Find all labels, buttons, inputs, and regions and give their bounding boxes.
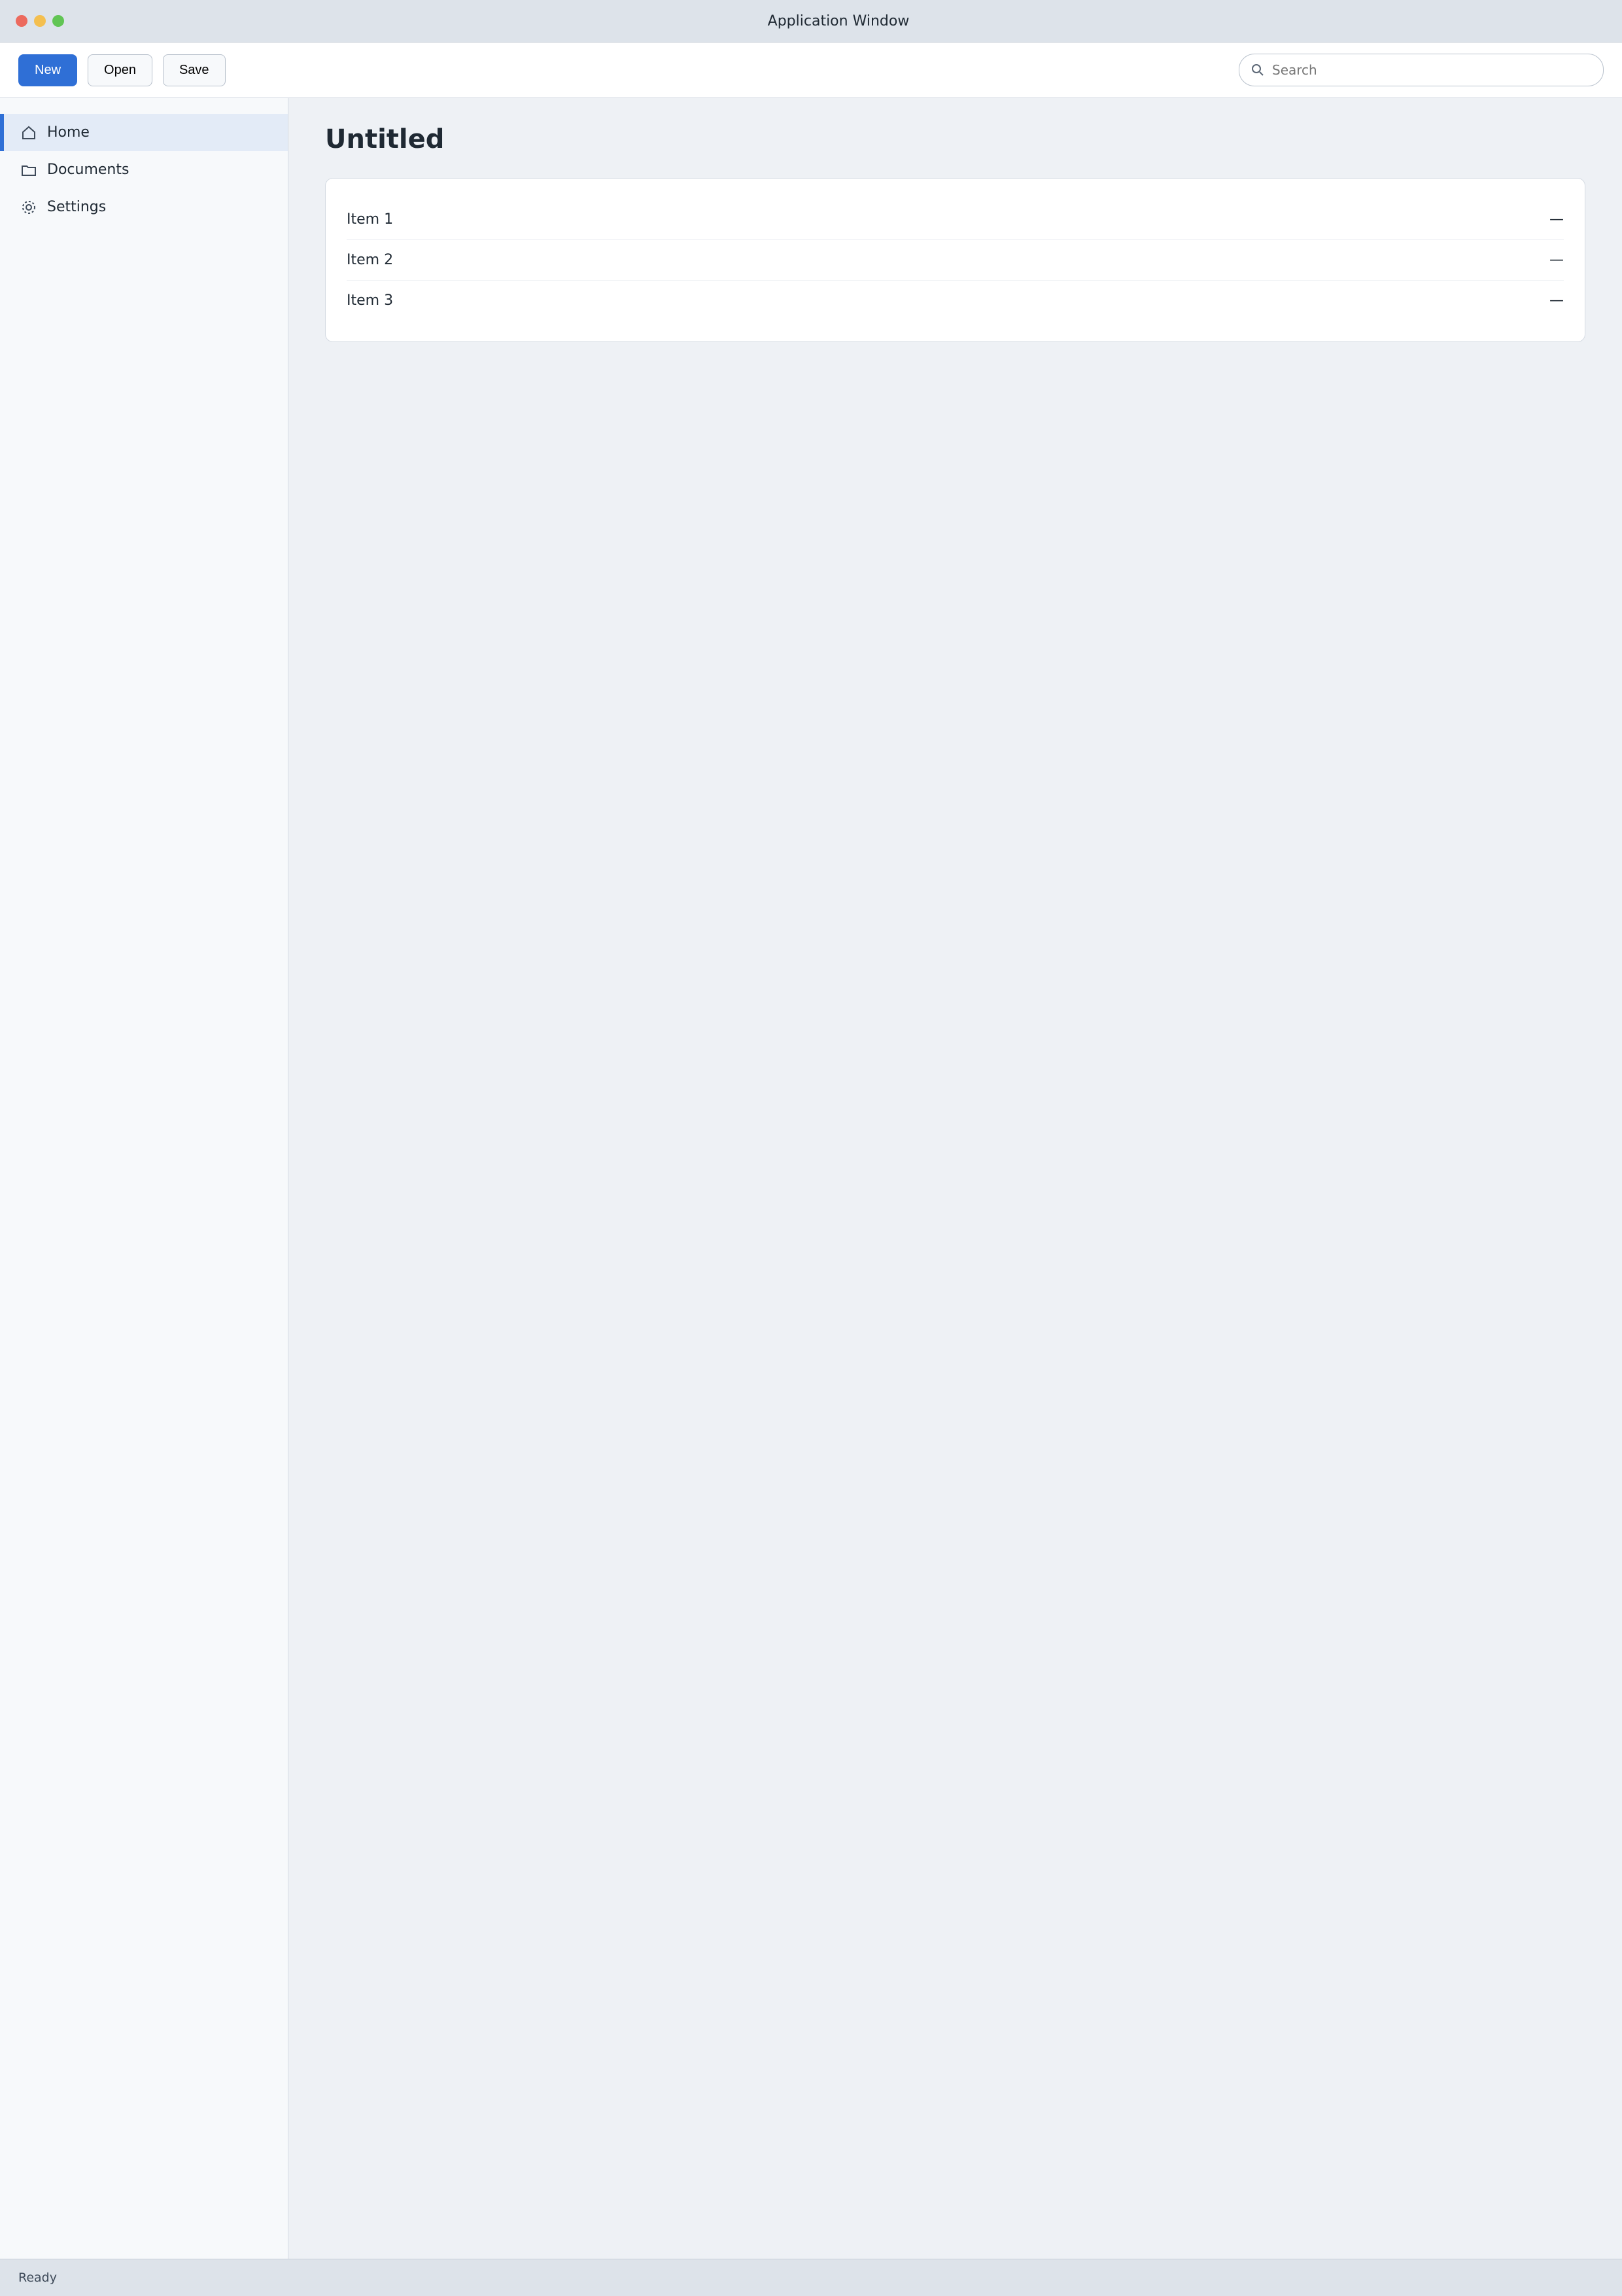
row-value: — [1549, 292, 1564, 309]
row-key: Item 2 [347, 252, 394, 268]
window-title: Application Window [767, 12, 910, 29]
list-item[interactable] [347, 240, 1564, 281]
page-title: Untitled [325, 124, 445, 154]
main-content [288, 98, 1622, 2259]
sidebar-item-label: Documents [47, 162, 129, 178]
folder-icon [21, 162, 37, 178]
new-button[interactable]: New [18, 54, 77, 86]
sidebar-item-settings[interactable] [0, 188, 288, 226]
details-card [325, 178, 1585, 342]
sidebar-item-label: Home [47, 124, 90, 141]
sidebar-item-home[interactable] [0, 114, 288, 151]
open-button[interactable]: Open [88, 54, 152, 86]
minimize-window-button[interactable] [34, 15, 46, 27]
home-icon [21, 125, 37, 141]
row-value: — [1549, 211, 1564, 228]
search-input[interactable] [1271, 61, 1591, 78]
close-window-button[interactable] [16, 15, 27, 27]
row-key: Item 1 [347, 211, 394, 228]
search-box[interactable] [1239, 54, 1604, 86]
title-bar [0, 0, 1622, 43]
list-item[interactable] [347, 200, 1564, 240]
maximize-window-button[interactable] [52, 15, 64, 27]
search-icon [1251, 63, 1264, 77]
status-text: Ready [18, 2270, 57, 2285]
save-button[interactable]: Save [163, 54, 226, 86]
row-value: — [1549, 252, 1564, 268]
sidebar-item-documents[interactable] [0, 151, 288, 188]
list-item[interactable] [347, 281, 1564, 321]
sidebar-item-label: Settings [47, 199, 107, 215]
sidebar [0, 98, 288, 2259]
status-bar [0, 2259, 1622, 2296]
row-key: Item 3 [347, 292, 394, 309]
gear-icon [21, 200, 37, 215]
toolbar [0, 43, 1622, 98]
